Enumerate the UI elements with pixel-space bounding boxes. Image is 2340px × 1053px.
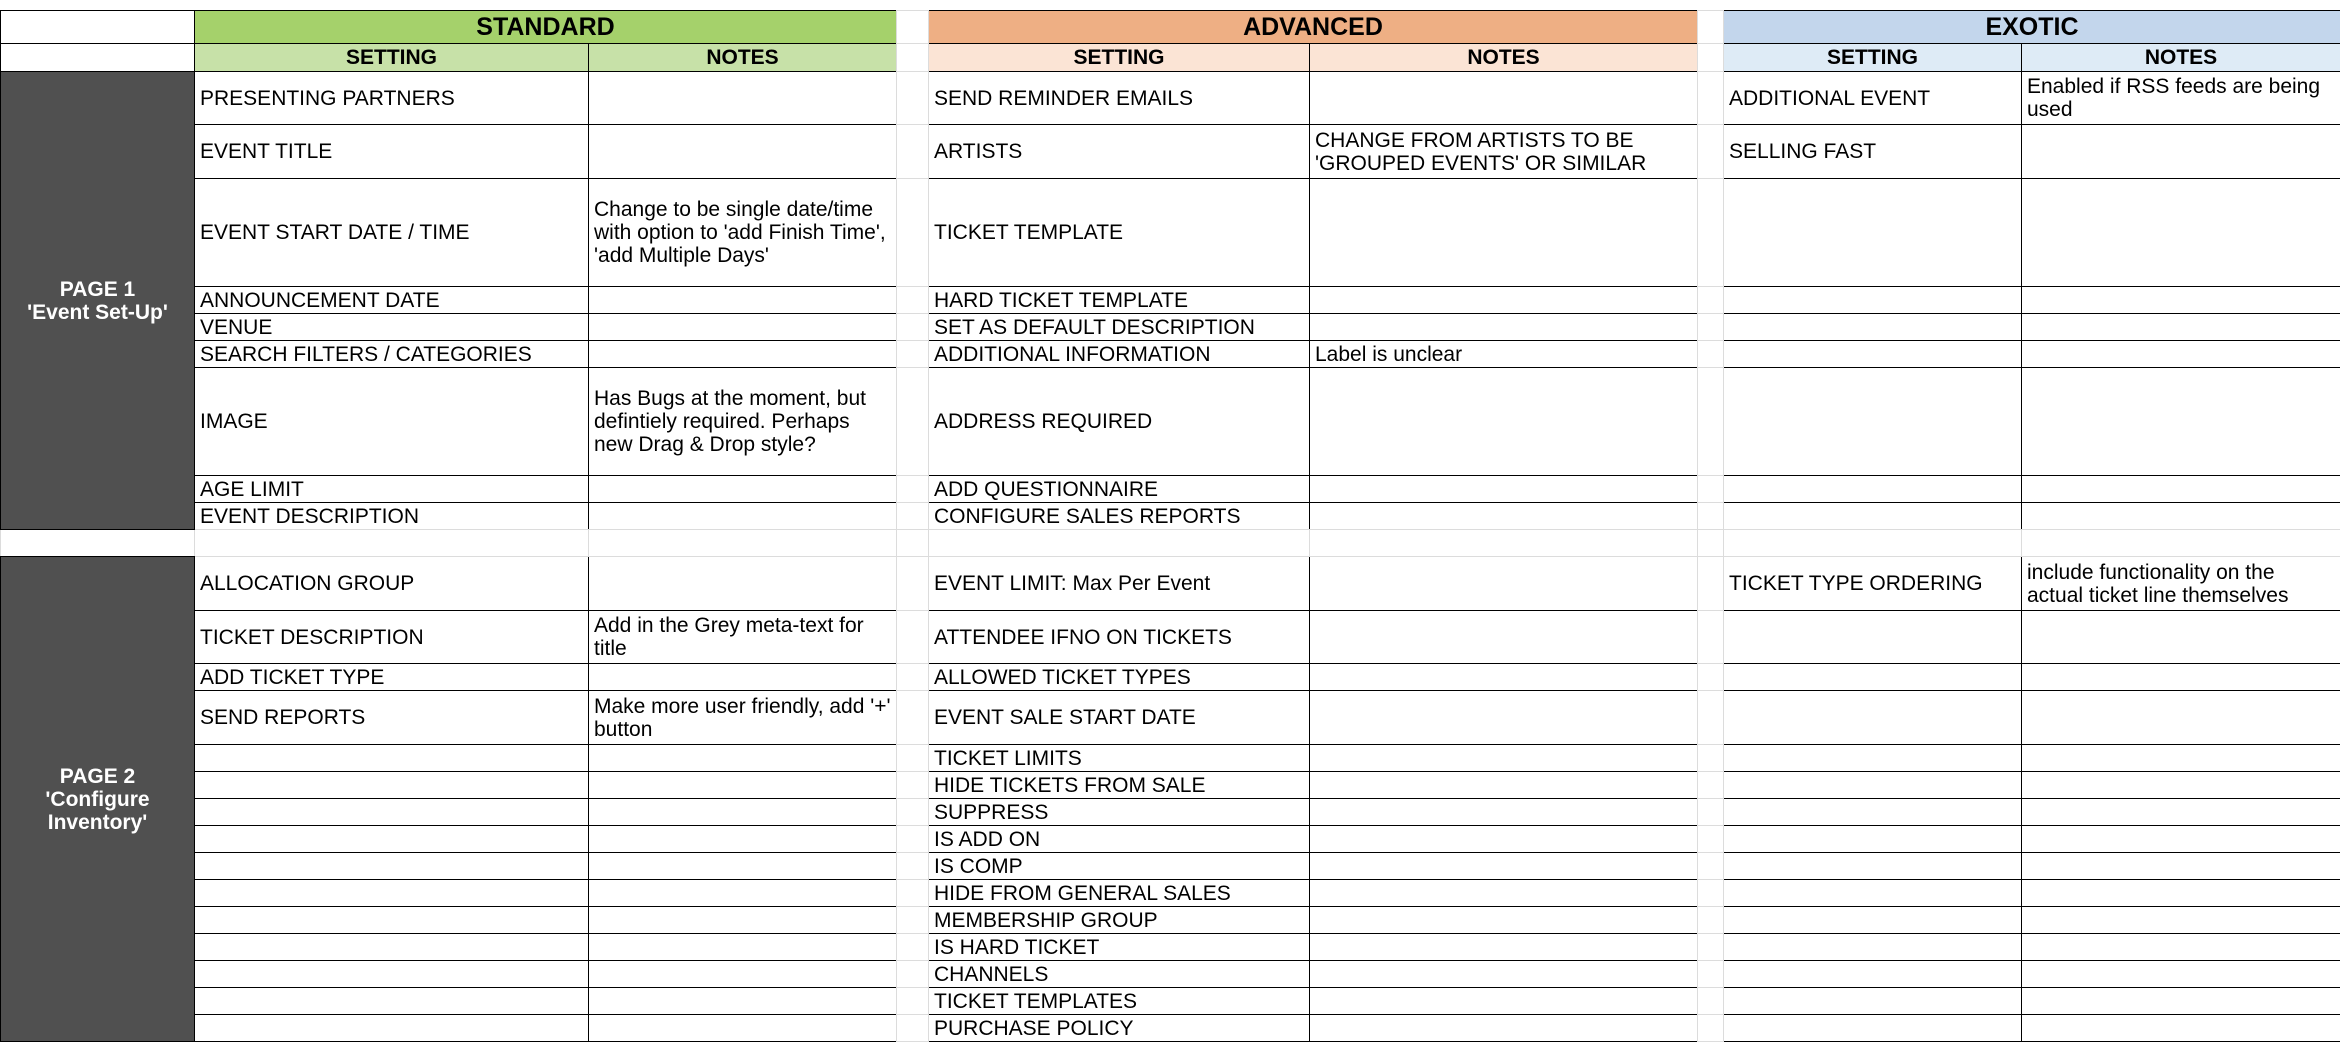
page-1-label-text: PAGE 1 'Event Set-Up' — [27, 277, 168, 324]
spacer-column-cell — [896, 906, 929, 934]
spacer-column-cell — [896, 475, 929, 503]
standard-setting-cell[interactable] — [194, 825, 589, 853]
standard-notes-cell[interactable] — [588, 556, 897, 611]
advanced-setting-cell-text: HIDE FROM GENERAL SALES — [934, 881, 1231, 905]
advanced-notes-cell[interactable] — [1309, 798, 1698, 826]
advanced-notes-cell[interactable] — [1309, 987, 1698, 1015]
standard-notes-cell[interactable] — [588, 879, 897, 907]
advanced-notes-cell[interactable] — [1309, 960, 1698, 988]
advanced-notes-cell[interactable] — [1309, 879, 1698, 907]
exotic-setting-cell[interactable] — [1723, 556, 2022, 611]
standard-notes-cell[interactable] — [588, 71, 897, 125]
page-1-label[interactable] — [0, 71, 195, 530]
spacer-column-cell — [1697, 798, 1724, 826]
exotic-setting-cell[interactable] — [1723, 798, 2022, 826]
exotic-setting-cell-text: TICKET TYPE ORDERING — [1729, 572, 1983, 595]
page-2-label-text: PAGE 2 'Configure Inventory' — [45, 764, 150, 834]
standard-setting-cell[interactable] — [194, 1014, 589, 1042]
exotic-notes-cell[interactable] — [2021, 933, 2340, 961]
exotic-setting-cell[interactable] — [1723, 178, 2022, 287]
exotic-notes-cell[interactable] — [2021, 71, 2340, 125]
exotic-notes-column-header-text: NOTES — [2144, 46, 2218, 69]
standard-setting-cell-text: VENUE — [200, 315, 273, 339]
exotic-setting-cell[interactable] — [1723, 960, 2022, 988]
exotic-notes-cell[interactable] — [2021, 340, 2340, 368]
exotic-setting-cell[interactable] — [1723, 690, 2022, 745]
exotic-setting-cell[interactable] — [1723, 771, 2022, 799]
standard-setting-cell-text: EVENT START DATE / TIME — [200, 221, 470, 244]
spacer-column-cell — [1697, 124, 1724, 179]
spacer-column-cell — [1697, 1014, 1724, 1042]
advanced-setting-cell-text: TICKET TEMPLATE — [934, 221, 1124, 244]
spacer-column-cell — [896, 178, 929, 287]
standard-notes-cell[interactable] — [588, 690, 897, 745]
standard-setting-cell[interactable] — [194, 502, 589, 530]
advanced-setting-cell[interactable] — [928, 71, 1310, 125]
advanced-setting-cell[interactable] — [928, 987, 1310, 1015]
spacer-column-cell — [896, 825, 929, 853]
advanced-setting-cell[interactable] — [928, 771, 1310, 799]
standard-notes-cell[interactable] — [588, 852, 897, 880]
advanced-setting-cell[interactable] — [928, 556, 1310, 611]
advanced-setting-cell-text: IS HARD TICKET — [934, 935, 1100, 959]
advanced-setting-cell[interactable] — [928, 610, 1310, 664]
advanced-notes-cell[interactable] — [1309, 367, 1698, 476]
spacer-column-cell — [1723, 529, 2022, 557]
spacer-column-cell — [896, 852, 929, 880]
exotic-notes-column-header[interactable] — [2021, 43, 2340, 72]
advanced-setting-cell[interactable] — [928, 340, 1310, 368]
advanced-setting-cell-text: PURCHASE POLICY — [934, 1016, 1134, 1040]
spacer-column-cell — [1697, 690, 1724, 745]
standard-notes-cell[interactable] — [588, 340, 897, 368]
advanced-setting-cell[interactable] — [928, 1014, 1310, 1042]
exotic-notes-cell[interactable] — [2021, 744, 2340, 772]
standard-setting-cell[interactable] — [194, 475, 589, 503]
standard-setting-cell[interactable] — [194, 124, 589, 179]
advanced-setting-cell-text: TICKET TEMPLATES — [934, 989, 1138, 1013]
exotic-notes-cell[interactable] — [2021, 610, 2340, 664]
advanced-setting-cell[interactable] — [928, 690, 1310, 745]
spacer-column-cell — [896, 71, 929, 125]
exotic-notes-cell[interactable] — [2021, 367, 2340, 476]
standard-notes-cell[interactable] — [588, 502, 897, 530]
advanced-notes-cell[interactable] — [1309, 124, 1698, 179]
standard-setting-cell[interactable] — [194, 610, 589, 664]
spacer-column-cell — [896, 286, 929, 314]
standard-setting-cell[interactable] — [194, 771, 589, 799]
standard-setting-cell[interactable] — [194, 987, 589, 1015]
standard-notes-cell[interactable] — [588, 663, 897, 691]
advanced-setting-cell[interactable] — [928, 367, 1310, 476]
exotic-setting-cell[interactable] — [1723, 124, 2022, 179]
exotic-notes-cell[interactable] — [2021, 825, 2340, 853]
spacer-column-cell — [896, 502, 929, 530]
standard-notes-cell[interactable] — [588, 798, 897, 826]
advanced-setting-cell-text: CHANNELS — [934, 962, 1049, 986]
spacer-column-cell — [1697, 43, 1724, 72]
spacer-column-cell — [1697, 933, 1724, 961]
spacer-column-cell — [896, 771, 929, 799]
advanced-setting-cell[interactable] — [928, 879, 1310, 907]
exotic-setting-column-header[interactable] — [1723, 43, 2022, 72]
spacer-column-cell — [896, 690, 929, 745]
spacer-column-cell — [896, 798, 929, 826]
standard-notes-cell[interactable] — [588, 744, 897, 772]
spacer-column-cell — [2021, 529, 2340, 557]
advanced-setting-cell[interactable] — [928, 313, 1310, 341]
exotic-notes-cell[interactable] — [2021, 663, 2340, 691]
exotic-notes-cell[interactable] — [2021, 852, 2340, 880]
advanced-notes-cell[interactable] — [1309, 178, 1698, 287]
advanced-notes-column-header[interactable] — [1309, 43, 1698, 72]
exotic-notes-cell[interactable] — [2021, 1014, 2340, 1042]
advanced-notes-cell[interactable] — [1309, 340, 1698, 368]
exotic-section-header[interactable] — [1723, 10, 2340, 44]
advanced-setting-cell-text: ATTENDEE IFNO ON TICKETS — [934, 625, 1232, 649]
standard-notes-cell-text: Add in the Grey meta-text for title — [594, 614, 864, 660]
standard-notes-cell[interactable] — [588, 475, 897, 503]
exotic-notes-cell[interactable] — [2021, 313, 2340, 341]
standard-notes-cell-text: Has Bugs at the moment, but defintiely required. Perhaps new Drag & Drop style? — [594, 387, 866, 456]
standard-setting-cell[interactable] — [194, 960, 589, 988]
standard-notes-cell[interactable] — [588, 825, 897, 853]
standard-section-header[interactable] — [194, 10, 897, 44]
exotic-notes-cell[interactable] — [2021, 798, 2340, 826]
standard-setting-cell[interactable] — [194, 367, 589, 476]
standard-notes-cell-text: Make more user friendly, add '+' button — [594, 694, 891, 741]
exotic-setting-cell[interactable] — [1723, 852, 2022, 880]
advanced-setting-cell-text: ALLOWED TICKET TYPES — [934, 665, 1191, 689]
advanced-setting-cell[interactable] — [928, 178, 1310, 287]
advanced-notes-cell[interactable] — [1309, 610, 1698, 664]
standard-setting-cell[interactable] — [194, 933, 589, 961]
exotic-setting-cell[interactable] — [1723, 825, 2022, 853]
spacer-column-cell — [896, 960, 929, 988]
standard-setting-cell[interactable] — [194, 340, 589, 368]
exotic-setting-cell[interactable] — [1723, 663, 2022, 691]
spacer-column-cell — [896, 1014, 929, 1042]
advanced-notes-cell[interactable] — [1309, 690, 1698, 745]
advanced-section-header[interactable] — [928, 10, 1698, 44]
spacer-column-cell — [1697, 502, 1724, 530]
exotic-notes-cell-text: Enabled if RSS feeds are being used — [2027, 75, 2321, 121]
advanced-notes-cell[interactable] — [1309, 825, 1698, 853]
advanced-setting-cell[interactable] — [928, 825, 1310, 853]
spacer-column-cell — [1697, 529, 1724, 557]
exotic-setting-cell[interactable] — [1723, 987, 2022, 1015]
advanced-setting-cell-text: EVENT SALE START DATE — [934, 706, 1196, 729]
standard-setting-cell[interactable] — [194, 852, 589, 880]
spacer-column-cell — [1697, 367, 1724, 476]
standard-setting-cell[interactable] — [194, 690, 589, 745]
spacer-column-cell — [1697, 825, 1724, 853]
exotic-setting-cell[interactable] — [1723, 933, 2022, 961]
advanced-setting-cell-text: HIDE TICKETS FROM SALE — [934, 773, 1206, 797]
exotic-setting-cell[interactable] — [1723, 313, 2022, 341]
advanced-section-header-text: ADVANCED — [1243, 12, 1383, 41]
standard-setting-cell-text: ADD TICKET TYPE — [200, 665, 385, 689]
spacer-column-cell — [588, 529, 897, 557]
spacer-column-cell — [1697, 178, 1724, 287]
advanced-setting-cell[interactable] — [928, 663, 1310, 691]
spacer-column-cell — [1697, 960, 1724, 988]
standard-setting-cell-text: AGE LIMIT — [200, 477, 304, 501]
advanced-setting-cell-text: HARD TICKET TEMPLATE — [934, 288, 1188, 312]
advanced-notes-cell[interactable] — [1309, 852, 1698, 880]
advanced-setting-cell-text: IS COMP — [934, 854, 1023, 878]
exotic-notes-cell-text: include functionality on the actual ticket line themselves — [2027, 560, 2289, 607]
advanced-notes-cell[interactable] — [1309, 313, 1698, 341]
exotic-setting-cell[interactable] — [1723, 340, 2022, 368]
exotic-notes-cell[interactable] — [2021, 771, 2340, 799]
standard-setting-cell[interactable] — [194, 313, 589, 341]
exotic-notes-cell[interactable] — [2021, 475, 2340, 503]
standard-notes-cell[interactable] — [588, 771, 897, 799]
standard-notes-cell[interactable] — [588, 1014, 897, 1042]
advanced-notes-cell[interactable] — [1309, 556, 1698, 611]
spacer-column-cell — [1697, 475, 1724, 503]
standard-setting-cell-text: SEND REPORTS — [200, 706, 366, 729]
exotic-setting-cell[interactable] — [1723, 502, 2022, 530]
spacer-column-cell — [1697, 71, 1724, 125]
exotic-setting-cell[interactable] — [1723, 71, 2022, 125]
exotic-setting-cell[interactable] — [1723, 286, 2022, 314]
standard-setting-cell-text: EVENT DESCRIPTION — [200, 504, 419, 528]
spacer-column-cell — [1697, 663, 1724, 691]
advanced-setting-cell[interactable] — [928, 852, 1310, 880]
advanced-setting-cell-text: SET AS DEFAULT DESCRIPTION — [934, 315, 1255, 339]
advanced-notes-cell[interactable] — [1309, 1014, 1698, 1042]
spacer-column-cell — [1697, 771, 1724, 799]
spacer-column-cell — [896, 987, 929, 1015]
exotic-setting-cell[interactable] — [1723, 1014, 2022, 1042]
advanced-setting-column-header-text: SETTING — [1073, 46, 1165, 69]
exotic-section-header-text: EXOTIC — [1985, 12, 2079, 41]
standard-notes-cell[interactable] — [588, 313, 897, 341]
spacer-column-cell — [1697, 340, 1724, 368]
spacer-column-cell — [194, 529, 589, 557]
spacer-column-cell — [1309, 529, 1698, 557]
spacer-column-cell — [1697, 313, 1724, 341]
advanced-setting-column-header[interactable] — [928, 43, 1310, 72]
standard-setting-cell[interactable] — [194, 71, 589, 125]
standard-setting-cell-text: PRESENTING PARTNERS — [200, 86, 455, 110]
advanced-setting-cell[interactable] — [928, 933, 1310, 961]
standard-setting-cell-text: SEARCH FILTERS / CATEGORIES — [200, 342, 532, 366]
standard-setting-cell[interactable] — [194, 744, 589, 772]
standard-setting-cell[interactable] — [194, 798, 589, 826]
standard-notes-cell[interactable] — [588, 367, 897, 476]
exotic-notes-cell[interactable] — [2021, 178, 2340, 287]
advanced-setting-cell[interactable] — [928, 960, 1310, 988]
advanced-notes-cell[interactable] — [1309, 286, 1698, 314]
spacer-column-cell — [928, 529, 1310, 557]
exotic-setting-column-header-text: SETTING — [1826, 46, 1918, 69]
exotic-notes-cell[interactable] — [2021, 124, 2340, 179]
advanced-setting-cell-text: MEMBERSHIP GROUP — [934, 908, 1158, 932]
exotic-notes-cell[interactable] — [2021, 906, 2340, 934]
spacer-column-cell — [896, 933, 929, 961]
spacer-column-cell — [896, 663, 929, 691]
advanced-setting-cell-text: ADDITIONAL INFORMATION — [934, 342, 1211, 366]
standard-setting-cell[interactable] — [194, 286, 589, 314]
exotic-setting-cell-text: SELLING FAST — [1729, 140, 1877, 163]
advanced-notes-cell[interactable] — [1309, 71, 1698, 125]
exotic-notes-cell[interactable] — [2021, 556, 2340, 611]
spacer-column-cell — [896, 367, 929, 476]
advanced-notes-cell[interactable] — [1309, 663, 1698, 691]
spacer-column-cell — [896, 610, 929, 664]
exotic-setting-cell[interactable] — [1723, 367, 2022, 476]
spacer-column-cell — [896, 43, 929, 72]
advanced-notes-cell[interactable] — [1309, 502, 1698, 530]
spacer-column-cell — [1697, 10, 1724, 44]
advanced-setting-cell-text: ARTISTS — [934, 140, 1023, 163]
spacer-column-cell — [1697, 556, 1724, 611]
exotic-setting-cell[interactable] — [1723, 879, 2022, 907]
spacer-column-cell — [896, 313, 929, 341]
standard-section-header-text: STANDARD — [476, 12, 615, 41]
standard-setting-cell-text: IMAGE — [200, 410, 268, 433]
advanced-notes-cell[interactable] — [1309, 906, 1698, 934]
standard-notes-cell[interactable] — [588, 124, 897, 179]
standard-setting-cell-text: ANNOUNCEMENT DATE — [200, 288, 440, 312]
standard-notes-cell[interactable] — [588, 286, 897, 314]
advanced-setting-cell[interactable] — [928, 798, 1310, 826]
exotic-setting-cell[interactable] — [1723, 610, 2022, 664]
spacer-column-cell — [1697, 744, 1724, 772]
standard-setting-column-header[interactable] — [194, 43, 589, 72]
standard-notes-column-header-text: NOTES — [706, 46, 779, 69]
advanced-setting-cell-text: IS ADD ON — [934, 827, 1041, 851]
advanced-setting-cell-text: SEND REMINDER EMAILS — [934, 86, 1194, 110]
spacer-column-cell — [1697, 987, 1724, 1015]
spacer-column-cell — [0, 529, 195, 557]
exotic-setting-cell[interactable] — [1723, 475, 2022, 503]
corner-cell[interactable] — [0, 10, 195, 44]
exotic-notes-cell[interactable] — [2021, 879, 2340, 907]
spacer-column-cell — [896, 124, 929, 179]
standard-notes-cell[interactable] — [588, 960, 897, 988]
standard-setting-cell[interactable] — [194, 906, 589, 934]
advanced-setting-cell-text: CONFIGURE SALES REPORTS — [934, 504, 1241, 528]
standard-setting-cell[interactable] — [194, 663, 589, 691]
standard-setting-cell[interactable] — [194, 879, 589, 907]
advanced-notes-column-header-text: NOTES — [1467, 46, 1540, 69]
standard-setting-cell[interactable] — [194, 178, 589, 287]
corner-cell-sub[interactable] — [0, 43, 195, 72]
spacer-column-cell — [896, 340, 929, 368]
advanced-setting-cell-text: ADD QUESTIONNAIRE — [934, 477, 1159, 501]
standard-setting-cell-text: TICKET DESCRIPTION — [200, 625, 424, 649]
spacer-column-cell — [896, 744, 929, 772]
advanced-notes-cell[interactable] — [1309, 744, 1698, 772]
advanced-notes-cell[interactable] — [1309, 475, 1698, 503]
exotic-setting-cell-text: ADDITIONAL EVENT — [1729, 86, 1931, 110]
standard-notes-cell[interactable] — [588, 906, 897, 934]
advanced-notes-cell-text: Label is unclear — [1315, 342, 1463, 366]
exotic-notes-cell[interactable] — [2021, 502, 2340, 530]
standard-notes-cell[interactable] — [588, 178, 897, 287]
standard-notes-cell[interactable] — [588, 987, 897, 1015]
advanced-setting-cell[interactable] — [928, 124, 1310, 179]
advanced-notes-cell-text: CHANGE FROM ARTISTS TO BE 'GROUPED EVENTS' OR SIMILAR — [1315, 128, 1647, 175]
spacer-column-cell — [896, 879, 929, 907]
standard-setting-column-header-text: SETTING — [345, 46, 437, 69]
advanced-setting-cell-text: SUPPRESS — [934, 800, 1049, 824]
advanced-setting-cell[interactable] — [928, 502, 1310, 530]
standard-notes-cell[interactable] — [588, 933, 897, 961]
advanced-setting-cell[interactable] — [928, 744, 1310, 772]
advanced-setting-cell[interactable] — [928, 475, 1310, 503]
spacer-column-cell — [1697, 286, 1724, 314]
advanced-setting-cell-text: ADDRESS REQUIRED — [934, 410, 1153, 433]
standard-setting-cell-text: EVENT TITLE — [200, 140, 333, 163]
advanced-setting-cell[interactable] — [928, 906, 1310, 934]
advanced-notes-cell[interactable] — [1309, 933, 1698, 961]
standard-setting-cell-text: ALLOCATION GROUP — [200, 572, 415, 595]
page-2-label[interactable] — [0, 556, 195, 1042]
exotic-notes-cell[interactable] — [2021, 690, 2340, 745]
exotic-notes-cell[interactable] — [2021, 286, 2340, 314]
advanced-setting-cell-text: EVENT LIMIT: Max Per Event — [934, 572, 1211, 595]
standard-notes-cell-text: Change to be single date/time with option to 'add Finish Time', 'add Multiple Days' — [594, 198, 886, 267]
advanced-notes-cell[interactable] — [1309, 771, 1698, 799]
standard-setting-cell[interactable] — [194, 556, 589, 611]
spacer-column-cell — [1697, 852, 1724, 880]
spacer-column-cell — [1697, 879, 1724, 907]
standard-notes-cell[interactable] — [588, 610, 897, 664]
standard-notes-column-header[interactable] — [588, 43, 897, 72]
spacer-column-cell — [1697, 610, 1724, 664]
exotic-notes-cell[interactable] — [2021, 987, 2340, 1015]
spacer-column-cell — [896, 529, 929, 557]
exotic-notes-cell[interactable] — [2021, 960, 2340, 988]
advanced-setting-cell[interactable] — [928, 286, 1310, 314]
exotic-setting-cell[interactable] — [1723, 906, 2022, 934]
exotic-setting-cell[interactable] — [1723, 744, 2022, 772]
spacer-column-cell — [1697, 906, 1724, 934]
spacer-column-cell — [896, 556, 929, 611]
spacer-column-cell — [896, 10, 929, 44]
advanced-setting-cell-text: TICKET LIMITS — [934, 746, 1082, 770]
